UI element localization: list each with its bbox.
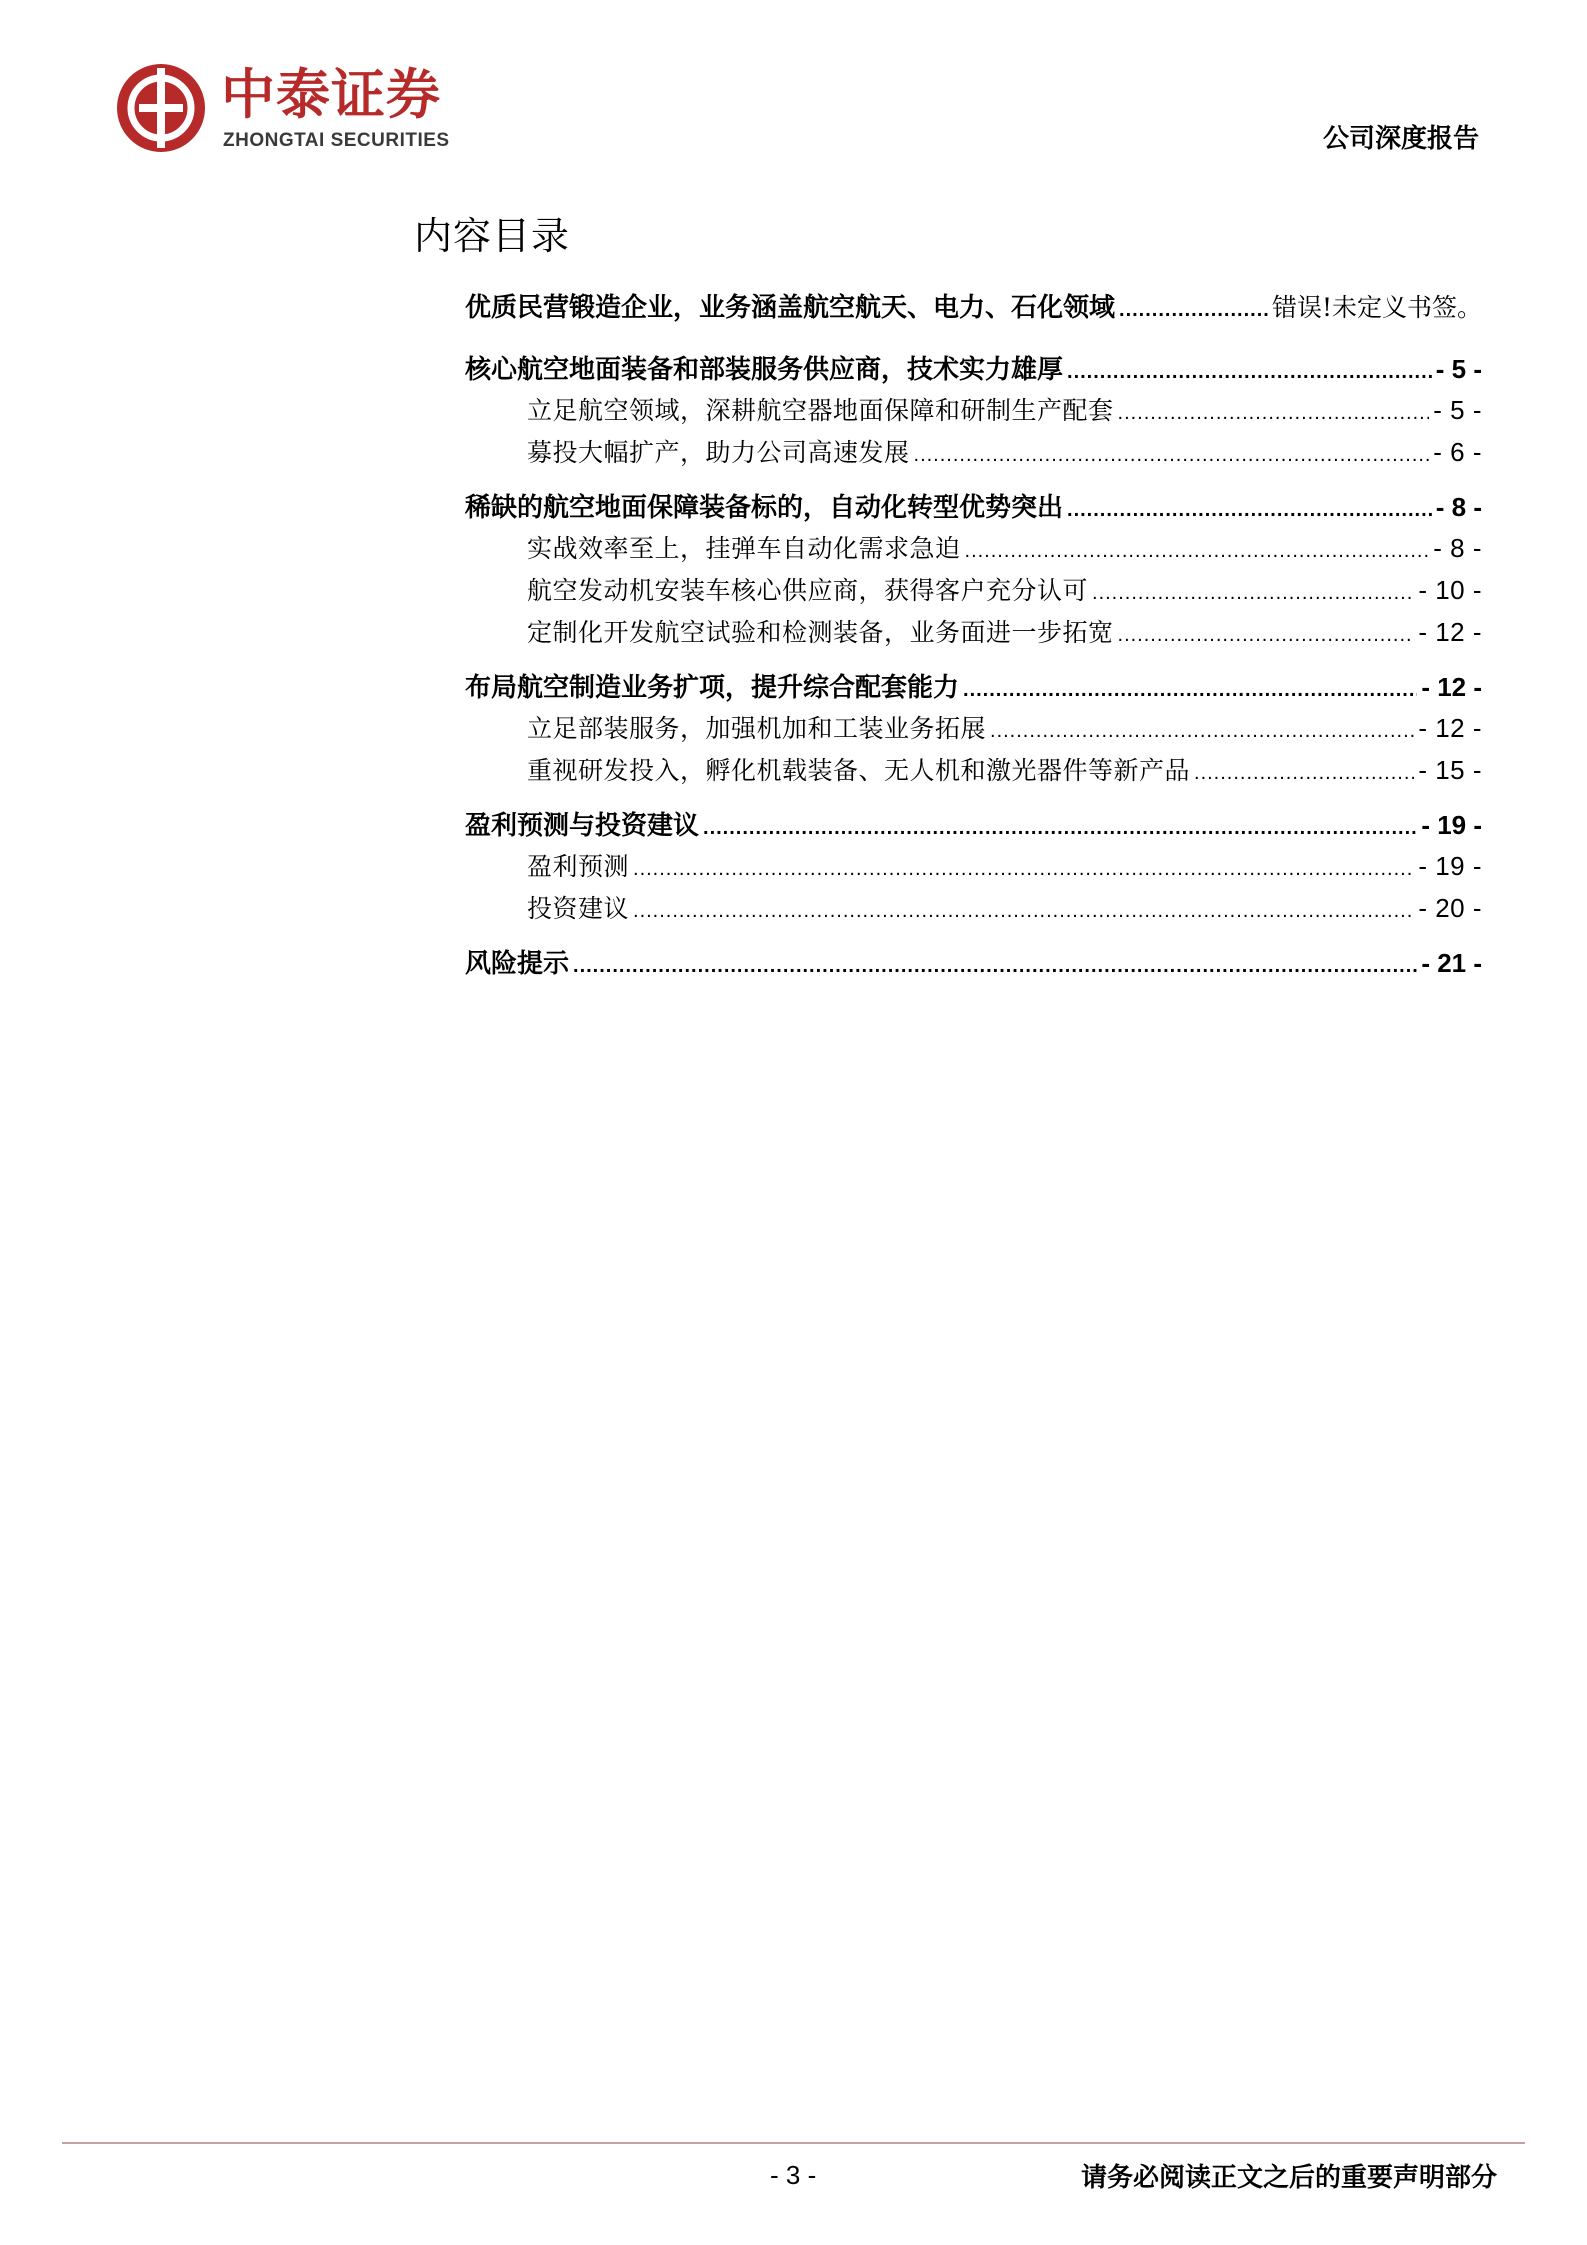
toc-leader-dots <box>1067 361 1432 384</box>
toc-subsection-entry[interactable] <box>465 751 1482 791</box>
toc-entry-page: - 15 - <box>1418 755 1482 785</box>
toc-entry-page: - 8 - <box>1433 533 1482 563</box>
toc-entry-page: - 12 - <box>1421 672 1482 702</box>
toc-entry-title: 航空发动机安装车核心供应商，获得客户充分认可 <box>527 576 1089 605</box>
toc-entry-page: - 12 - <box>1418 617 1482 647</box>
toc-leader-dots <box>1067 499 1432 522</box>
logo-chinese-name: 中泰证券 <box>221 63 441 126</box>
toc-entry-title: 核心航空地面装备和部装服务供应商，技术实力雄厚 <box>465 355 1064 385</box>
report-type-label: 公司深度报告 <box>1322 124 1479 154</box>
toc-subsection-entry[interactable] <box>465 847 1482 887</box>
toc-leader-dots <box>914 444 1430 467</box>
toc-leader-dots <box>633 858 1414 881</box>
toc-subsection-entry[interactable] <box>465 889 1482 929</box>
toc-entry-title: 盈利预测 <box>527 852 630 881</box>
toc-leader-dots <box>1194 762 1414 785</box>
toc-leader-dots <box>1119 299 1268 322</box>
zhongtai-logo-icon <box>113 60 209 156</box>
toc-section-entry[interactable] <box>465 487 1482 527</box>
toc-entry-page: - 5 - <box>1433 395 1482 425</box>
toc-entry-title: 重视研发投入，孵化机载装备、无人机和激光器件等新产品 <box>527 756 1191 785</box>
toc-section-entry[interactable] <box>465 349 1482 389</box>
toc-leader-dots <box>965 540 1430 563</box>
toc-entry-page: 错误!未定义书签。 <box>1271 293 1482 322</box>
toc-title: 内容目录 <box>414 214 571 258</box>
toc-entry-page: - 21 - <box>1421 948 1482 978</box>
toc-entry-page: - 10 - <box>1418 575 1482 605</box>
toc-entry-title: 优质民营锻造企业，业务涵盖航空航天、电力、石化领域 <box>465 293 1116 323</box>
toc-section-entry[interactable] <box>465 805 1482 845</box>
toc-entry-title: 立足航空领域，深耕航空器地面保障和研制生产配套 <box>527 396 1114 425</box>
toc-leader-dots <box>1118 624 1415 647</box>
toc-entry-page: - 20 - <box>1418 893 1482 923</box>
toc-entry-title: 盈利预测与投资建议 <box>465 811 700 841</box>
toc-leader-dots <box>633 900 1414 923</box>
toc-leader-dots <box>990 720 1414 743</box>
page-number: - 3 - <box>770 2160 817 2190</box>
toc-leader-dots <box>1118 402 1430 425</box>
toc-subsection-entry[interactable] <box>465 613 1482 653</box>
toc-leader-dots <box>573 955 1417 978</box>
toc-entry-page: - 19 - <box>1421 810 1482 840</box>
toc-entry-title: 实战效率至上，挂弹车自动化需求急迫 <box>527 534 961 563</box>
toc-entry-page: - 8 - <box>1435 492 1482 522</box>
toc-entry-page: - 12 - <box>1418 713 1482 743</box>
toc-section-entry[interactable] <box>465 943 1482 983</box>
footer-disclaimer: 请务必阅读正文之后的重要声明部分 <box>1080 2163 1497 2193</box>
toc-subsection-entry[interactable] <box>465 571 1482 611</box>
toc-leader-dots <box>1092 582 1414 605</box>
toc-entry-title: 立足部装服务，加强机加和工装业务拓展 <box>527 714 987 743</box>
toc-subsection-entry[interactable] <box>465 529 1482 569</box>
toc-section-entry[interactable] <box>465 287 1482 327</box>
toc-section-entry[interactable] <box>465 667 1482 707</box>
toc-entry-title: 布局航空制造业务扩项，提升综合配套能力 <box>465 673 960 703</box>
toc-entry-page: - 6 - <box>1433 437 1482 467</box>
logo-english-name: ZHONGTAI SECURITIES <box>223 130 450 151</box>
toc-entry-page: - 5 - <box>1435 354 1482 384</box>
toc-entry-title: 风险提示 <box>465 949 570 979</box>
toc-subsection-entry[interactable] <box>465 391 1482 431</box>
footer-divider <box>62 2142 1525 2144</box>
toc-entry-title: 募投大幅扩产，助力公司高速发展 <box>527 438 910 467</box>
toc-subsection-entry[interactable] <box>465 433 1482 473</box>
toc-leader-dots <box>963 679 1417 702</box>
toc-subsection-entry[interactable] <box>465 709 1482 749</box>
toc-entry-title: 稀缺的航空地面保障装备标的，自动化转型优势突出 <box>465 493 1064 523</box>
toc-entry-title: 定制化开发航空试验和检测装备，业务面进一步拓宽 <box>527 618 1114 647</box>
toc-entry-title: 投资建议 <box>527 894 630 923</box>
toc-leader-dots <box>703 817 1417 840</box>
toc-entry-page: - 19 - <box>1418 851 1482 881</box>
company-logo <box>113 60 473 160</box>
